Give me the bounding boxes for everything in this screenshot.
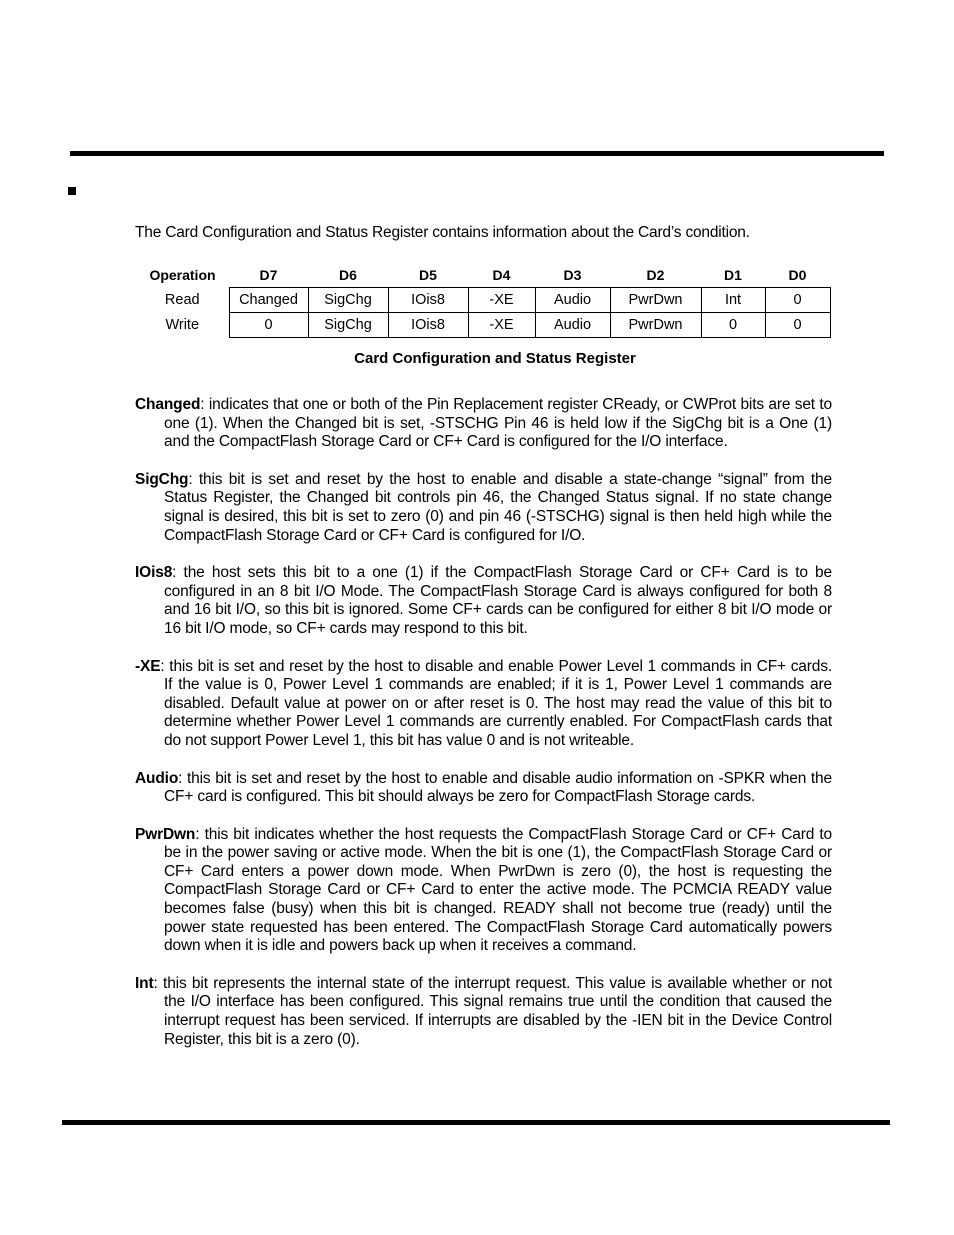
table-cell: Int xyxy=(701,288,765,313)
header-d7: D7 xyxy=(259,267,278,283)
header-d0: D0 xyxy=(788,267,807,283)
table-cell: 0 xyxy=(765,313,830,338)
square-bullet-icon xyxy=(68,187,76,195)
definition-sigchg xyxy=(135,471,832,545)
definition-text: : this bit represents the internal state of the interrupt request. This value is available whether or not the I/O interface has been configured. This signal remains true until the condition that caused the interrupt request has been serviced. If interrupts are disabled by the -IEN bit in the Device Control Register, this bit is a zero (0). xyxy=(153,974,832,1048)
header-d6: D6 xyxy=(339,267,357,283)
table-cell: SigChg xyxy=(308,313,388,338)
header-d4: D4 xyxy=(492,267,511,283)
intro-paragraph: The Card Configuration and Status Register contains information about the Card’s condition. xyxy=(135,224,750,241)
definition-term: SigChg xyxy=(135,470,189,488)
definition-term: Changed xyxy=(135,396,201,413)
definition-term: PwrDwn xyxy=(135,825,196,843)
table-cell: IOis8 xyxy=(388,313,468,338)
definition-text: : this bit is set and reset by the host to enable and disable a state-change “signal” from the Status Register, the Changed bit controls pin 46, the Changed Status signal. If no state change signal is desired, this bit is set to zero (0) and pin 46 (-STSCHG) signal is then held high while the CompactFlash Storage Card or CF+ Card is configured for I/O. xyxy=(164,470,832,544)
bit-definitions xyxy=(135,396,832,1068)
table-cell: Write xyxy=(165,317,200,333)
table-caption: Card Configuration and Status Register xyxy=(354,350,636,367)
table-cell: -XE xyxy=(468,313,535,338)
header-operation: Operation xyxy=(149,267,216,284)
definition-term: IOis8 xyxy=(135,564,173,582)
definition-text: : indicates that one or both of the Pin Replacement register CReady, or CWProt bits are set to one (1). When the Changed bit is set, -STSCHG Pin 46 is held low if the SigChg bit is a One (1) and the CompactFlash Storage Card or CF+ Card is configured for the I/O interface. xyxy=(164,396,832,451)
header-d3: D3 xyxy=(563,267,582,283)
definition-text: : the host sets this bit to a one (1) if the CompactFlash Storage Card or CF+ Card is to be configured in an 8 bit I/O Mode. The CompactFlash Storage Card is always configured for both 8 and 16 bit I/O, so this bit is ignored. Some CF+ cards can be configured for either 8 bit I/O mode or 16 bit I/O mode, so CF+ cards may respond to this bit. xyxy=(164,564,832,637)
table-cell: Audio xyxy=(535,313,610,338)
header-d5: D5 xyxy=(419,267,437,283)
table-header-row xyxy=(136,263,830,288)
table-row-write xyxy=(136,313,830,338)
definition-pwrdwn xyxy=(135,826,832,956)
definition-text: : this bit is set and reset by the host to enable and disable audio information on -SPKR when the CF+ card is configured. This bit should always be zero for CompactFlash Storage cards. xyxy=(164,769,832,806)
definition-text: : this bit indicates whether the host requests the CompactFlash Storage Card or CF+ Card to be in the power saving or active mode. When the bit is one (1), the CompactFlash Storage Card or CF+ Card enters a power down mode. When PwrDwn is zero (0), the host is requesting the CompactFlash Storage Card or CF+ Card to enter the active mode. The PCMCIA READY value becomes false (busy) when this bit is changed. READY shall not become true (ready) until the power state requested has been entered. The CompactFlash Storage Card automatically powers down when it is idle and powers back up when it receives a command. xyxy=(164,825,832,955)
definition-term: -XE xyxy=(135,657,161,675)
table-cell: PwrDwn xyxy=(610,288,701,313)
definition-xe xyxy=(135,658,832,751)
table-cell: Read xyxy=(164,292,200,308)
header-d2: D2 xyxy=(646,267,665,283)
table-cell: PwrDwn xyxy=(610,313,701,338)
footer-rule xyxy=(62,1120,890,1125)
header-d1: D1 xyxy=(724,267,742,283)
table-cell: Changed xyxy=(229,288,308,313)
table-cell: Audio xyxy=(535,288,610,313)
table-cell: 0 xyxy=(765,288,830,313)
table-cell: 0 xyxy=(701,313,765,338)
table-cell: 0 xyxy=(229,313,308,338)
definition-term: Int xyxy=(135,974,154,992)
definition-iois8 xyxy=(135,564,832,638)
definition-audio xyxy=(135,770,832,807)
definition-text: : this bit is set and reset by the host to disable and enable Power Level 1 commands in CF+ cards. If the value is 0, Power Level 1 commands are enabled; if it is 1, Power Level 1 commands are disabled. Default value at power on or after reset is 0. The host may read the value of this bit to determine whether Power Level 1 commands are currently enabled. For CompactFlash cards that do not support Power Level 1, this bit has value 0 and is not writeable. xyxy=(160,657,832,749)
definition-int xyxy=(135,975,832,1049)
header-rule xyxy=(70,151,884,156)
table-cell: IOis8 xyxy=(388,288,468,313)
table-cell: -XE xyxy=(468,288,535,313)
register-table xyxy=(136,263,831,338)
table-cell: SigChg xyxy=(308,288,388,313)
table-row-read xyxy=(136,288,830,313)
definition-term: Audio xyxy=(135,769,179,787)
definition-changed xyxy=(135,396,832,452)
